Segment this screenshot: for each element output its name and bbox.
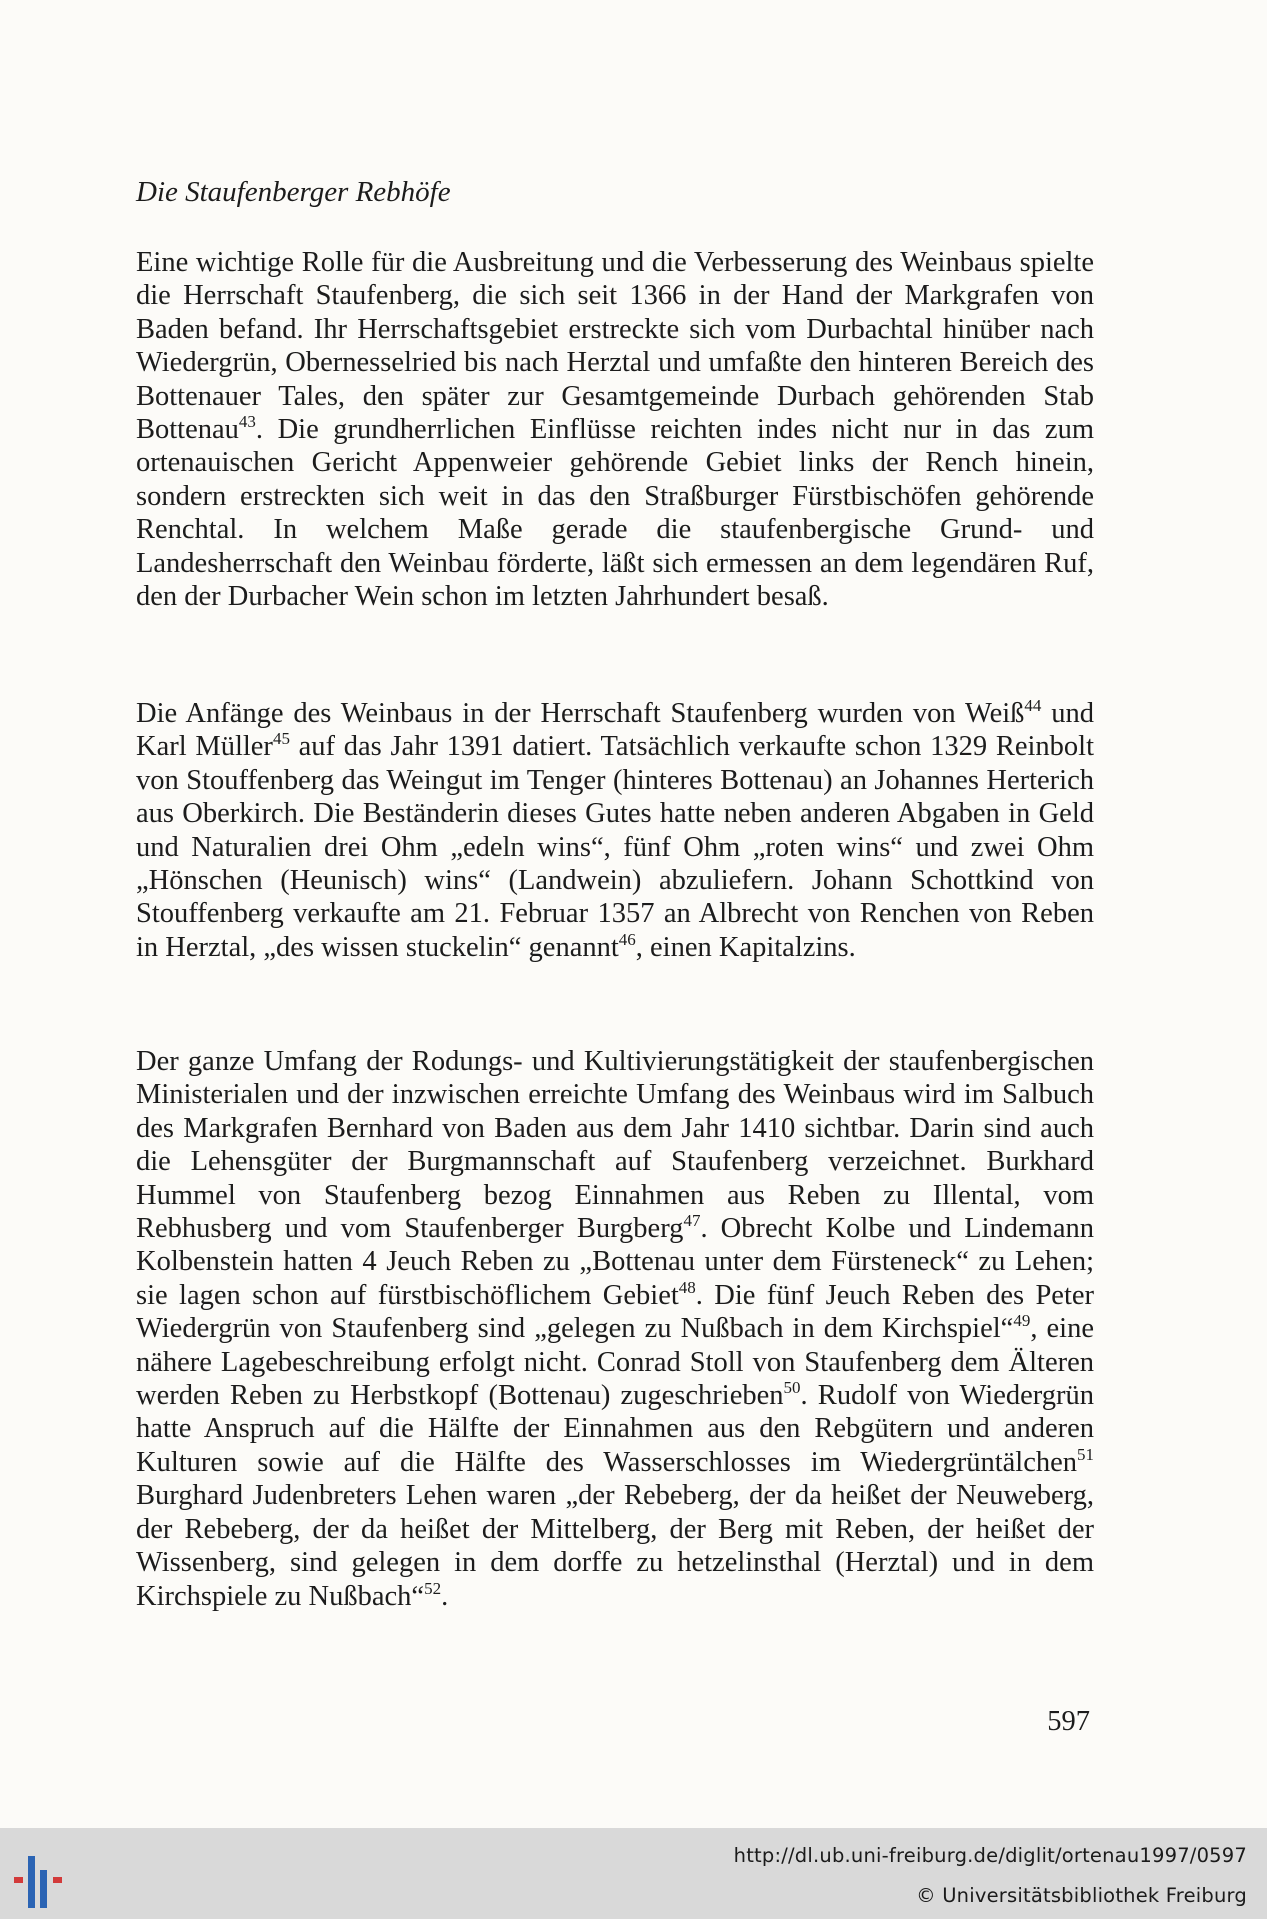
copyright-notice: © Universitätsbibliothek Freiburg bbox=[916, 1884, 1247, 1907]
text-run: , eine nähere Lagebeschreibung erfolgt nicht. Conrad Stoll von Staufenberg dem Älteren werden Reben zu Herbstkopf (Bottenau) zugeschrieben bbox=[136, 1313, 1094, 1412]
paragraph-1 bbox=[136, 246, 1094, 613]
text-run: . Obrecht Kolbe und Lindemann Kolbenstein hatten 4 Jeuch Reben zu „Bottenau unter dem Fürsteneck“ zu Lehen; sie lagen schon auf fürstbischöflichem Gebiet bbox=[136, 1213, 1094, 1311]
footnote-ref: 46 bbox=[618, 929, 636, 949]
footnote-ref: 50 bbox=[783, 1378, 801, 1398]
footnote-ref: 44 bbox=[1024, 696, 1042, 715]
text-run: . bbox=[441, 1580, 449, 1612]
footnote-ref: 49 bbox=[1013, 1311, 1031, 1331]
text-run: . Die grundherrlichen Einflüsse reichten indes nicht nur in das zum ortenauischen Gericht Appenweier gehörende Gebiet links der Rench hinein, sondern erstreckten sich weit in das den Straßburger Fürstbischöfen gehörende Renchtal. In welchem Maße gerade die staufenbergische Grund- und Landesherrschaft den Weinbau förderte, läßt sich ermessen an dem legendären Ruf, den der Durbacher Wein schon im letzten Jahrhundert besaß. bbox=[136, 414, 1094, 613]
footnote-ref: 51 bbox=[1077, 1444, 1094, 1464]
footnote-ref: 52 bbox=[424, 1578, 442, 1598]
text-run: , einen Kapitalzins. bbox=[635, 931, 856, 963]
ub-freiburg-logo-icon bbox=[14, 1856, 78, 1908]
footnote-ref: 43 bbox=[238, 412, 256, 432]
text-run: Eine wichtige Rolle für die Ausbreitung und die Verbesserung des Weinbaus spielte die Herrschaft Staufenberg, die sich seit 1366 in der Hand der Markgrafen von Baden befand. Ihr Herrschaftsgebiet erstreckte sich vom Durbachtal hinüber nach Wiedergrün, Obernesselried bis nach Herztal und umfaßte den hinteren Bereich des Bottenauer Tales, den später zur Gesamtgemeinde Durbach gehörenden Stab Bottenau bbox=[136, 247, 1094, 446]
text-run: . Die fünf Jeuch Reben des Peter Wiedergrün von Staufenberg sind „gelegen zu Nußbach in dem Kirchspiel“ bbox=[136, 1279, 1095, 1345]
permalink-url[interactable]: http://dl.ub.uni-freiburg.de/diglit/ortenau1997/0597 bbox=[733, 1844, 1247, 1867]
section-heading: Die Staufenberger Rebhöfe bbox=[136, 176, 451, 208]
text-run: Der ganze Umfang der Rodungs- und Kultivierungstätigkeit der staufenbergischen Ministerialen und der inzwischen erreichte Umfang des Weinbaus wird im Salbuch des Markgrafen Bernhard von Baden aus dem Jahr 1410 sichtbar. Darin sind auch die Lehensgüter der Burgmannschaft auf Staufenberg verzeichnet. Burkhard Hummel von Staufenberg bezog Einnahmen aus Reben zu Illental, vom Rebhusberg und vom Staufenberger Burgberg bbox=[136, 1046, 1094, 1245]
text-run: . Rudolf von Wiedergrün hatte Anspruch auf die Hälfte der Einnahmen aus den Rebgütern und anderen Kulturen sowie auf die Hälfte des Wasserschlosses im Wiedergrüntälchen bbox=[136, 1380, 1094, 1478]
page-number: 597 bbox=[1047, 1706, 1090, 1737]
text-run: Die Anfänge des Weinbaus in der Herrschaft Staufenberg wurden von Weiß bbox=[136, 698, 1025, 729]
footnote-ref: 48 bbox=[678, 1277, 696, 1297]
text-run: auf das Jahr 1391 datiert. Tatsächlich verkaufte schon 1329 Reinbolt von Stouffenberg das Weingut im Tenger (hinteres Bottenau) an Johannes Herterich aus Oberkirch. Die Beständerin dieses Gutes hatte neben anderen Abgaben in Geld und Naturalien drei Ohm „edeln wins“, fünf Ohm „roten wins“ und zwei Ohm „Hönschen (Heunisch) wins“ (Landwein) abzuliefern. Johann Schottkind von Stouffenberg verkaufte am 21. Februar 1357 an Albrecht von Renchen von Reben in Herztal, „des wissen stuckelin“ genannt bbox=[136, 731, 1094, 963]
paragraph-2 bbox=[136, 697, 1094, 964]
footnote-ref: 47 bbox=[683, 1211, 701, 1231]
library-footer-bar bbox=[0, 1828, 1267, 1919]
text-run: und Karl Müller bbox=[136, 698, 1095, 763]
text-run: Burghard Judenbreters Lehen waren „der Rebeberg, der da heißet der Neuweberg, der Rebeberg, der da heißet der Mittelberg, der Berg mit Reben, der heißet der Wissenberg, sind gelegen in dem dorffe zu hetzelinsthal (Herztal) und in dem Kirchspiele zu Nußbach“ bbox=[136, 1480, 1094, 1612]
paragraph-3 bbox=[136, 1045, 1094, 1613]
footnote-ref: 45 bbox=[272, 729, 290, 749]
